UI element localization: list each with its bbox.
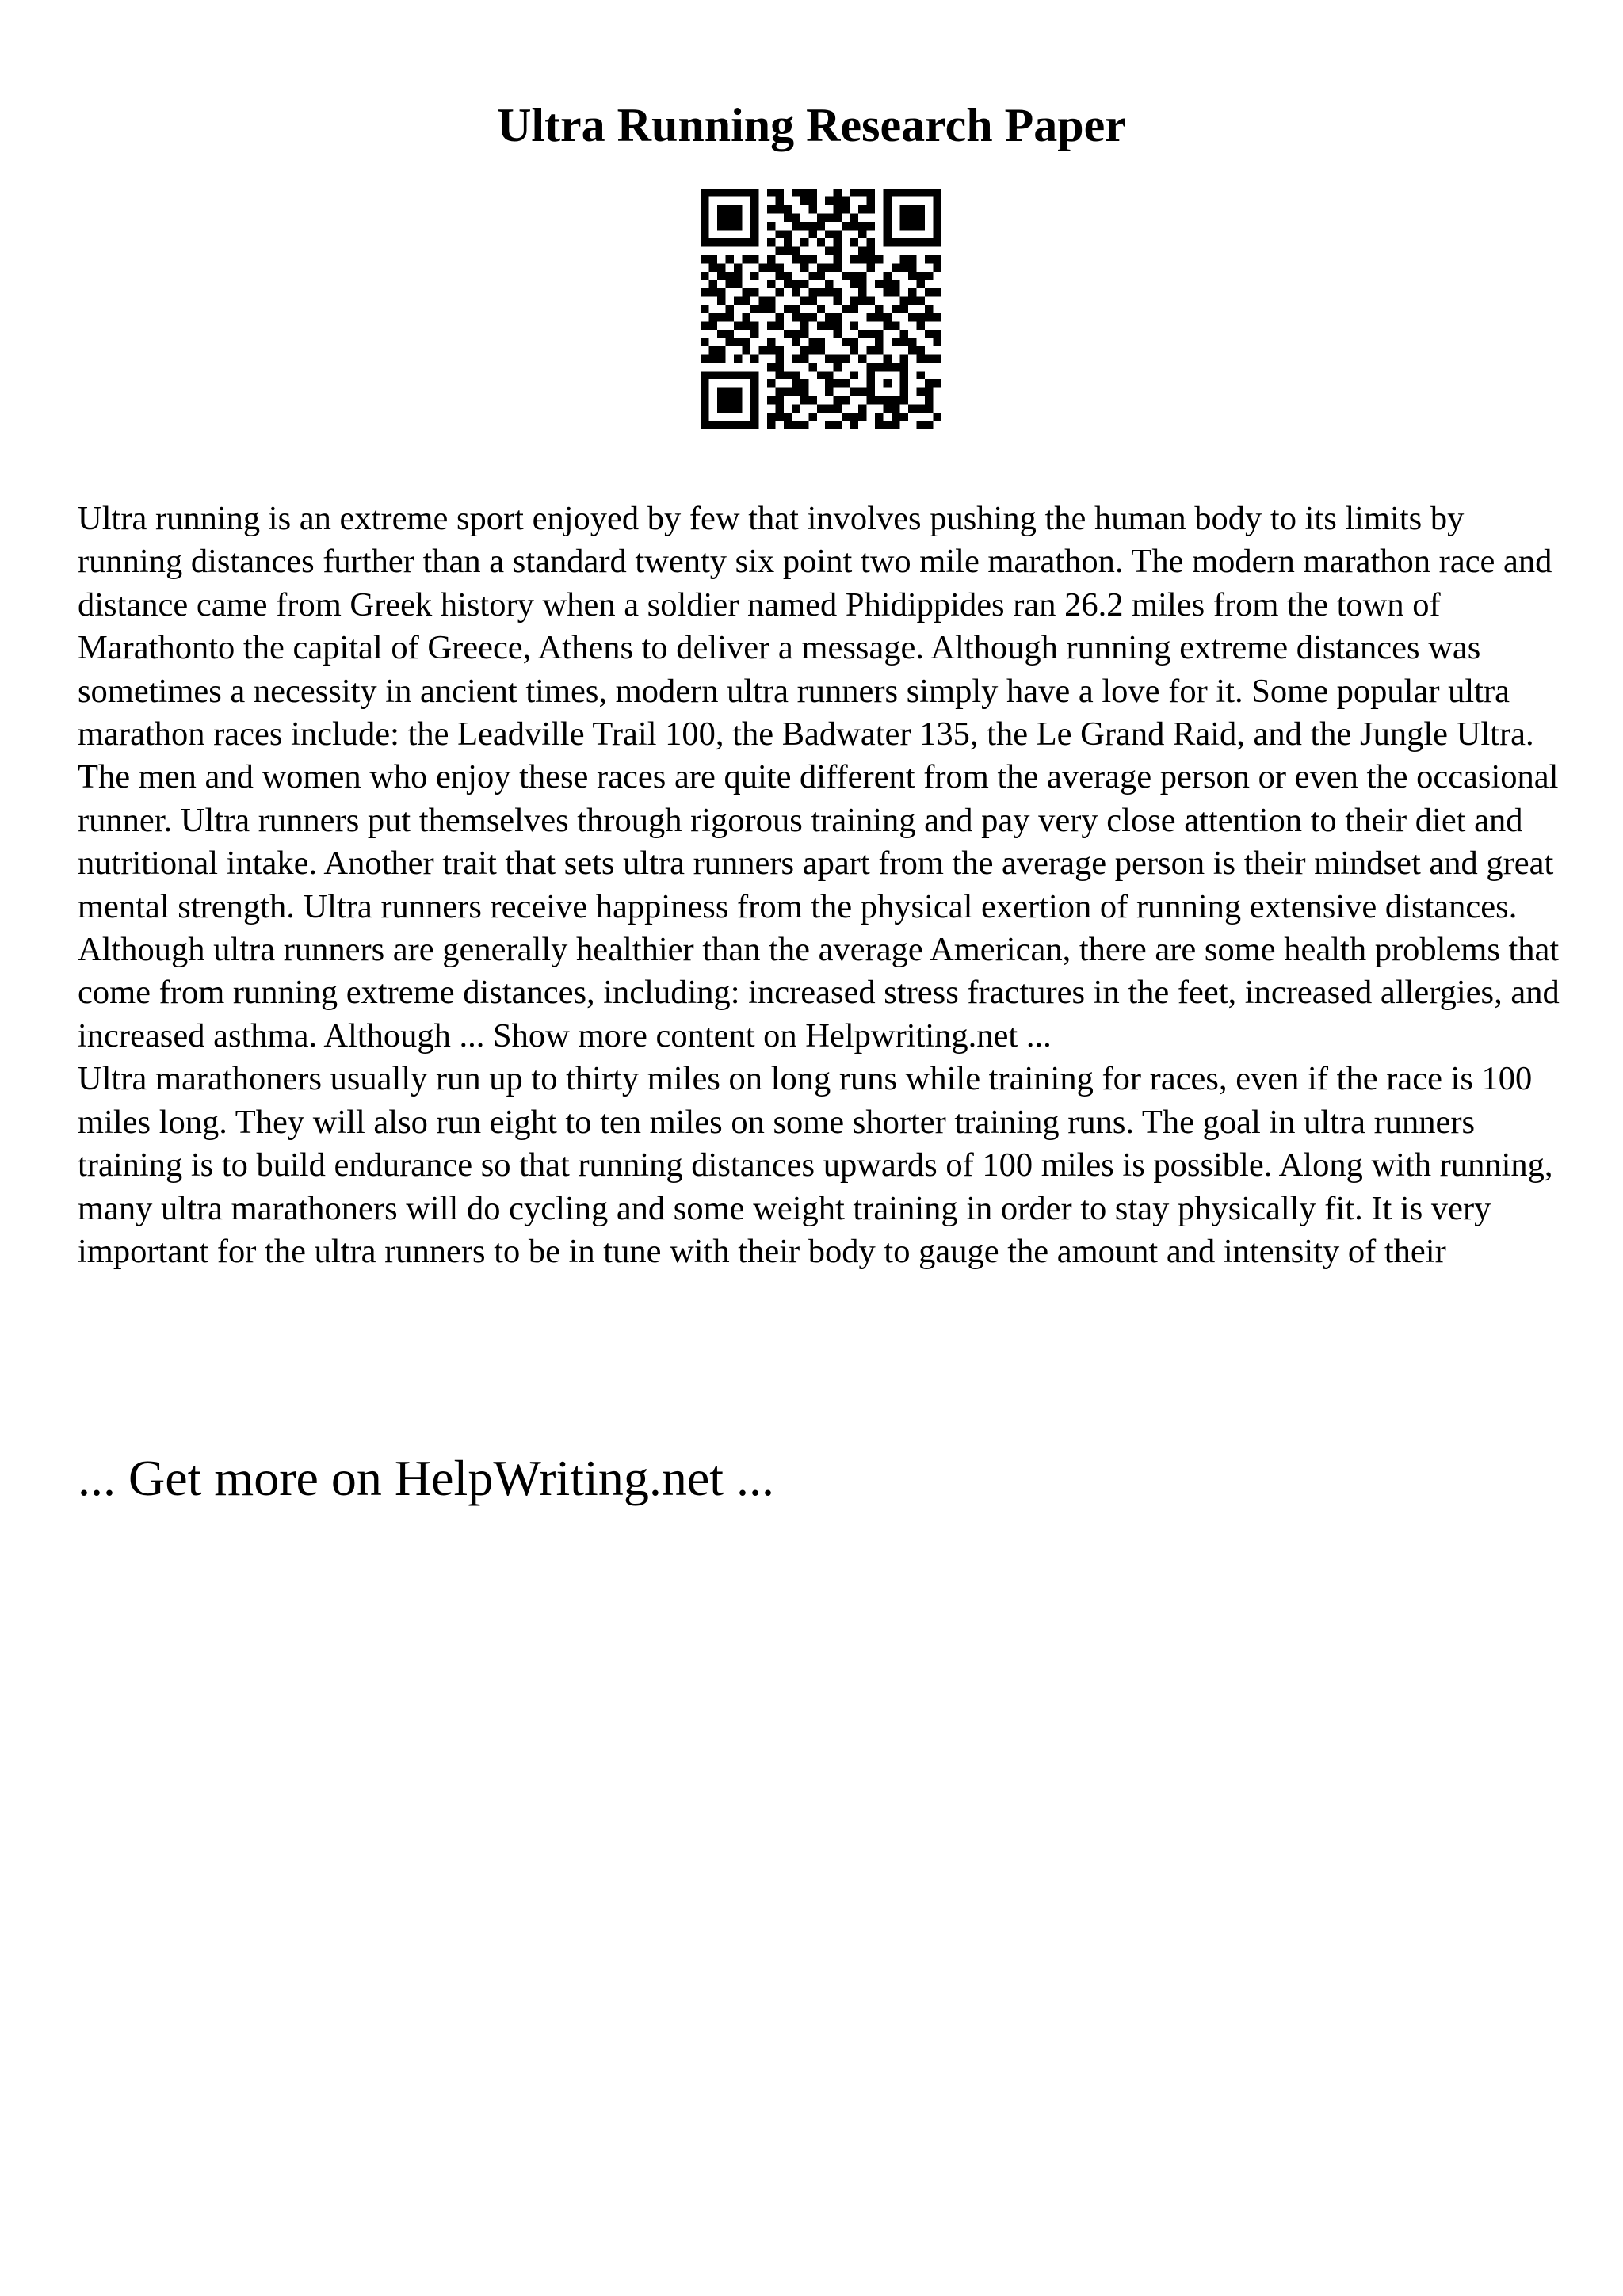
article-body <box>78 498 1568 1273</box>
qr-code-icon <box>701 189 941 429</box>
paragraph-training: Ultra marathoners usually run up to thirty miles on long runs while training for races, even if the race is 100 miles long. They will also run eight to ten miles on some shorter training runs. The goal in ultra runners training is to build endurance so that running distances upwards of 100 miles is possible. Along with running, many ultra marathoners will do cycling and some weight training in order to stay physically fit. It is very important for the ultra runners to be in tune with their body to gauge the amount and intensity of their <box>78 1060 1553 1270</box>
paragraph-intro: Ultra running is an extreme sport enjoyed by few that involves pushing the human body to its limits by running distances further than a standard twenty six point two mile marathon. The modern marathon race and distance came from Greek history when a soldier named Phidippides ran 26.2 miles from the town of Marathonto the capital of Greece, Athens to deliver a message. Although running extreme distances was sometimes a necessity in ancient times, modern ultra runners simply have a love for it. Some popular ultra marathon races include: the Leadville Trail 100, the Badwater 135, the Le Grand Raid, and the Jungle Ultra. <box>78 500 1552 753</box>
get-more-link[interactable]: ... Get more on HelpWriting.net ... <box>78 1450 774 1506</box>
page-title: Ultra Running Research Paper <box>497 99 1126 151</box>
paragraph-runners: The men and women who enjoy these races are quite different from the average person or even the occasional runner. Ultra runners put themselves through rigorous training and pay very close attention to their diet and nutritional intake. Another trait that sets ultra runners apart from the average person is their mindset and great mental strength. Ultra runners receive happiness from the physical exertion of running extensive distances. Although ultra runners are generally healthier than the average American, there are some health problems that come from running extreme distances, including: increased stress fractures in the feet, increased allergies, and increased asthma. Although ... Show more content on Helpwriting.net ... <box>78 758 1560 1055</box>
